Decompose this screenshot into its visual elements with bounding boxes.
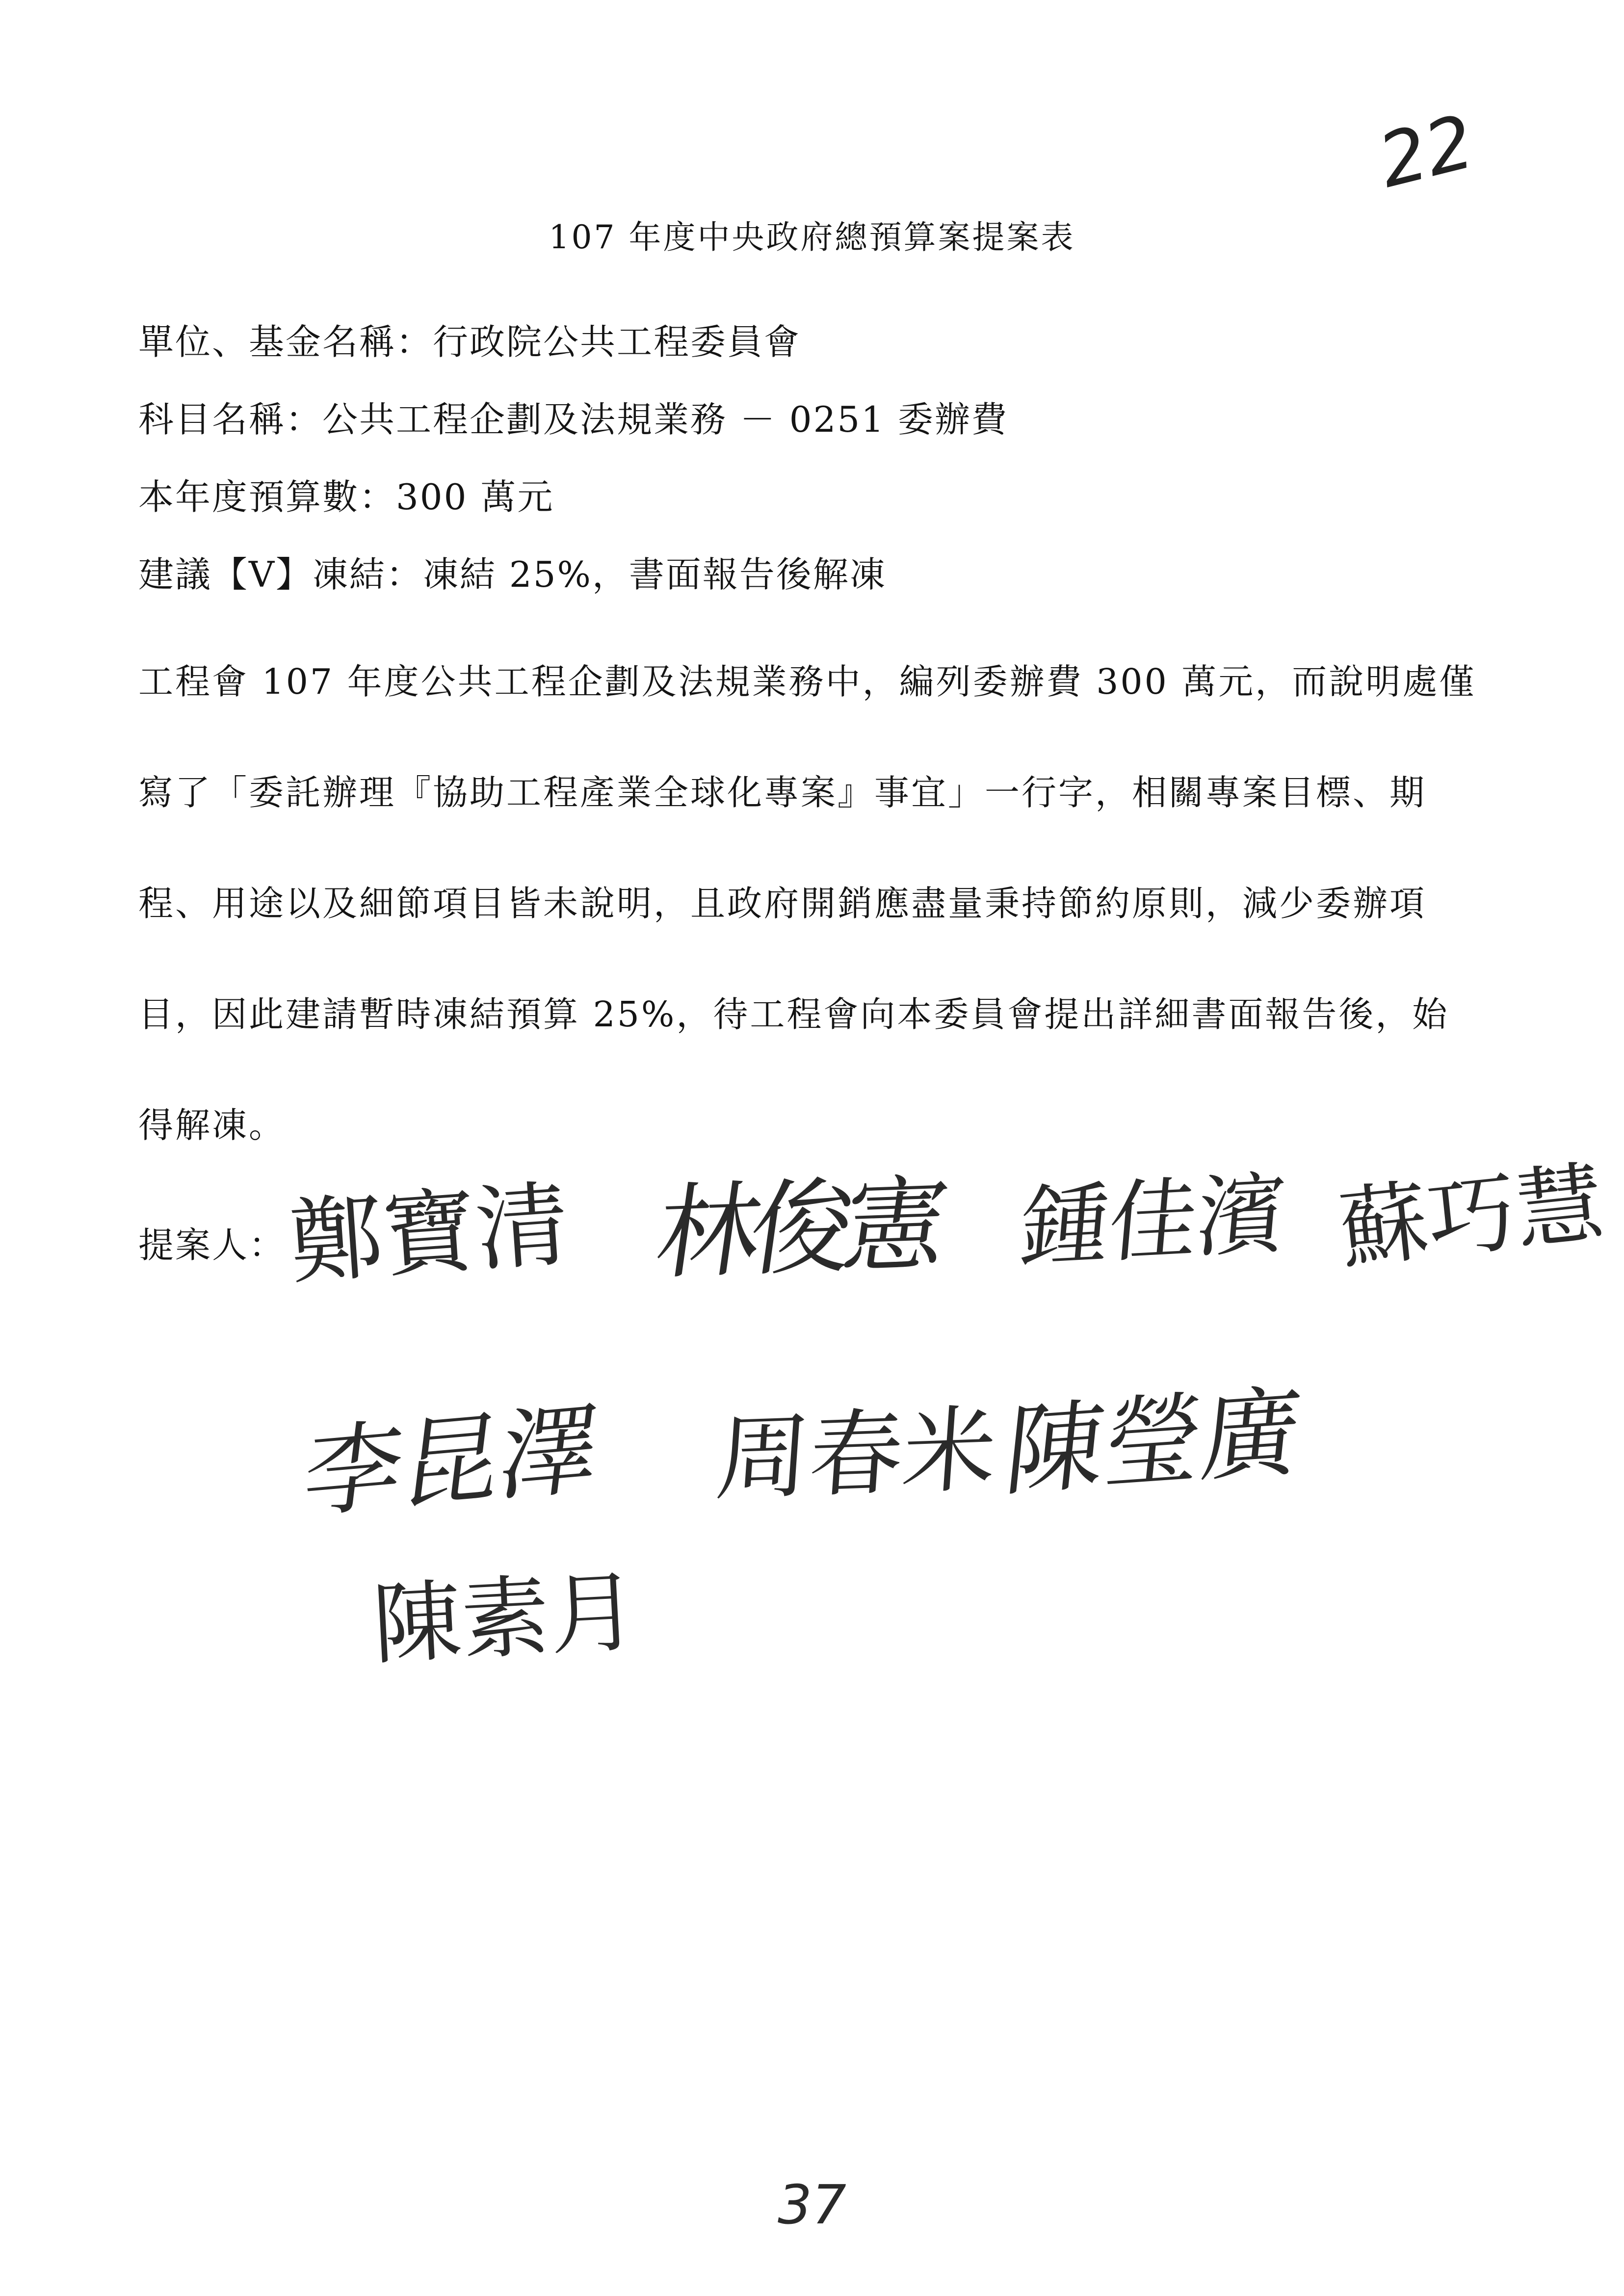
subject-name: 科目名稱：公共工程企劃及法規業務 － 0251 委辦費 [138,399,1008,440]
body-line: 寫了「委託辦理『協助工程產業全球化專案』事宜」一行字，相關專案目標、期 [138,772,1427,813]
handwritten-signature: 鄭寶清 [286,1170,573,1298]
document-title: 107 年度中央政府總預算案提案表 [549,218,1075,256]
handwritten-signature: 李昆澤 [297,1391,605,1533]
unit-fund-name: 單位、基金名稱：行政院公共工程委員會 [138,321,801,363]
handwritten-signature: 林俊憲 [649,1163,946,1294]
handwritten-signature: 鍾佳濱 [1016,1163,1290,1280]
budget-amount: 本年度預算數：300 萬元 [138,476,554,518]
handwritten-signature: 陳素月 [370,1561,641,1677]
handwritten-signature: 陳瑩廣 [1000,1374,1306,1511]
handwritten-signature: 周春米 [712,1395,1000,1514]
body-line: 得解凍。 [138,1105,286,1146]
proposer-label: 提案人： [138,1225,286,1266]
body-line: 程、用途以及細節項目皆未說明，且政府開銷應盡量秉持節約原則，減少委辦項 [138,883,1427,924]
handwritten-corner-number: 22 [1370,99,1482,205]
freeze-recommendation: 建議【V】凍結：凍結 25%，書面報告後解凍 [138,554,887,595]
handwritten-signature: 蘇巧慧 [1335,1151,1609,1281]
page-number: 37 [778,2173,846,2236]
body-line: 工程會 107 年度公共工程企劃及法規業務中，編列委辦費 300 萬元，而說明處僅 [138,661,1476,702]
body-line: 目，因此建請暫時凍結預算 25%，待工程會向本委員會提出詳細書面報告後，始 [138,994,1449,1035]
